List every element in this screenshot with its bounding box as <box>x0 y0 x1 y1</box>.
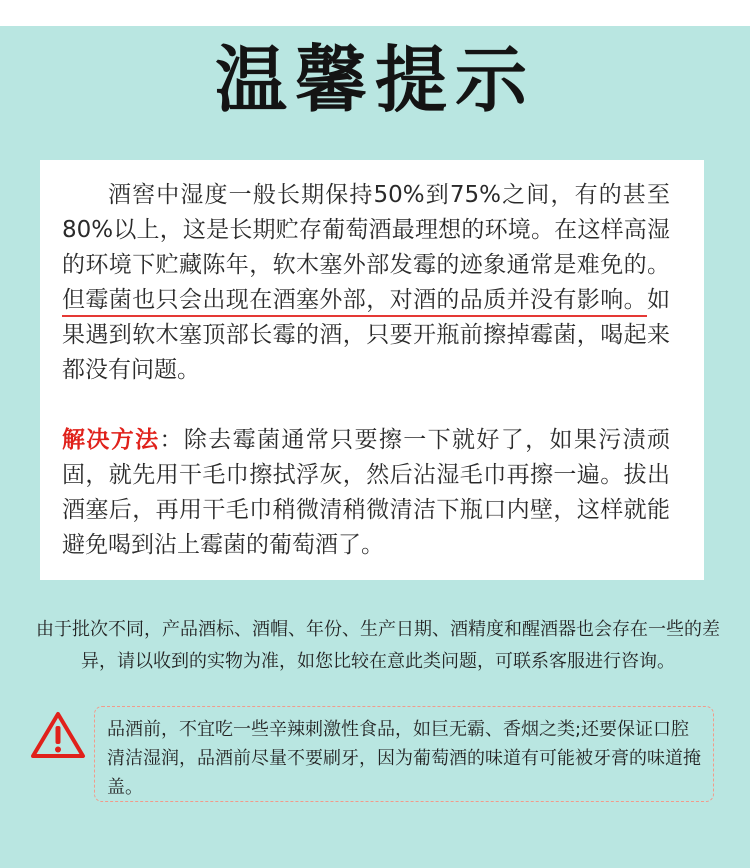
solution-paragraph <box>62 423 670 563</box>
para1-highlight: 但霉菌也只会出现在酒塞外部，对酒的品质并没有影响。 <box>62 287 647 317</box>
para1-intro: 酒窖中湿度一般长期保持50%到75%之间，有的甚至80%以上，这是长期贮存葡萄酒最理想的环境。在这样高湿的环境下贮藏陈年，软木塞外部发霉的迹象通常是难免的。 <box>62 182 670 278</box>
warning-text: 品酒前，不宜吃一些辛辣刺激性食品，如巨无霸、香烟之类;还要保证口腔清洁湿润，品酒前尽量不要刷牙，因为葡萄酒的味道有可能被牙膏的味道掩盖。 <box>107 719 701 798</box>
warning-triangle-icon <box>30 710 86 760</box>
humidity-paragraph <box>62 178 670 388</box>
para1-rest: 如果遇到软木塞顶部长霉的酒，只要开瓶前擦掉霉菌，喝起来都没有问题。 <box>62 287 670 383</box>
warning-box <box>94 706 714 802</box>
card-text <box>62 178 670 563</box>
solution-text: ：除去霉菌通常只要擦一下就好了，如果污渍顽固，就先用干毛巾擦拭浮灰，然后沾湿毛巾再擦一遍。拔出酒塞后，再用干毛巾稍微清稍微清洁下瓶口内壁，这样就能避免喝到沾上霉菌的葡萄酒了。 <box>62 427 670 558</box>
solution-label: 解决方法 <box>62 427 160 453</box>
info-card <box>40 160 704 580</box>
batch-note: 由于批次不同，产品酒标、酒帽、年份、生产日期、酒精度和醒酒器也会存在一些的差异，请以收到的实物为准，如您比较在意此类问题，可联系客服进行咨询。 <box>36 619 720 672</box>
page-title: 温馨提示 <box>214 38 535 122</box>
